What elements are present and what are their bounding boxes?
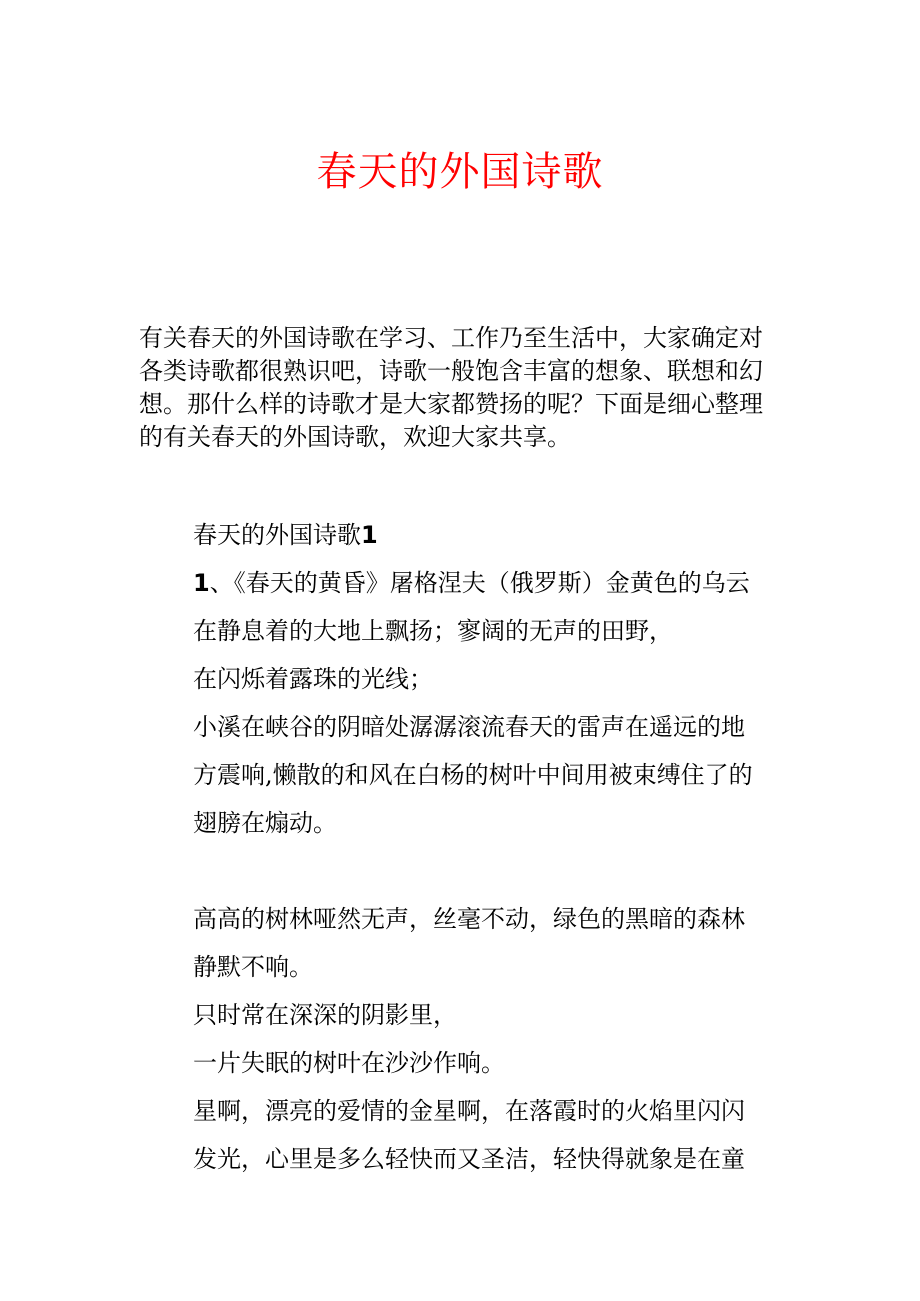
poem-line: 高高的树林哑然无声，丝毫不动，绿色的黑暗的森林: [193, 905, 745, 933]
poem-line: 方震响,懒散的和风在白杨的树叶中间用被束缚住了的: [193, 761, 753, 789]
intro-line: 有关春天的外国诗歌在学习、工作乃至生活中，大家确定对: [139, 324, 763, 352]
poem-section: [193, 511, 793, 1183]
section-number: 1: [361, 521, 378, 549]
poem-line: 静默不响。: [193, 953, 313, 981]
intro-line: 各类诗歌都很熟识吧，诗歌一般饱含丰富的想象、联想和幻: [139, 357, 763, 385]
poem-line: 一片失眠的树叶在沙沙作响。: [193, 1049, 505, 1077]
page-title: 春天的外国诗歌: [316, 149, 604, 195]
poem-line: 发光，心里是多么轻快而又圣洁，轻快得就象是在童: [193, 1145, 745, 1173]
stanza-gap: [193, 847, 793, 895]
poem-title-line: [193, 559, 793, 607]
poem-line: 小溪在峡谷的阴暗处潺潺滚流春天的雷声在遥远的地: [193, 713, 745, 741]
section-heading: [193, 511, 793, 559]
poem-line: 只时常在深深的阴影里，: [193, 1001, 457, 1029]
poem-line: 星啊，漂亮的爱情的金星啊，在落霞时的火焰里闪闪: [193, 1097, 745, 1125]
poem-title-text: 、《春天的黄昏》屠格涅夫（俄罗斯）金黄色的乌云: [209, 569, 750, 597]
intro-line: 想。那什么样的诗歌才是大家都赞扬的呢？下面是细心整理: [139, 390, 763, 418]
poem-line: 在闪烁着露珠的光线；: [193, 665, 433, 693]
intro-paragraph: [139, 322, 784, 454]
section-heading-text: 春天的外国诗歌: [193, 521, 361, 549]
poem-line: 在静息着的大地上飘扬；寥阔的无声的田野，: [193, 617, 673, 645]
item-number: 1: [193, 569, 210, 597]
poem-line: 翅膀在煽动。: [193, 809, 337, 837]
intro-line: 的有关春天的外国诗歌，欢迎大家共享。: [139, 423, 571, 451]
